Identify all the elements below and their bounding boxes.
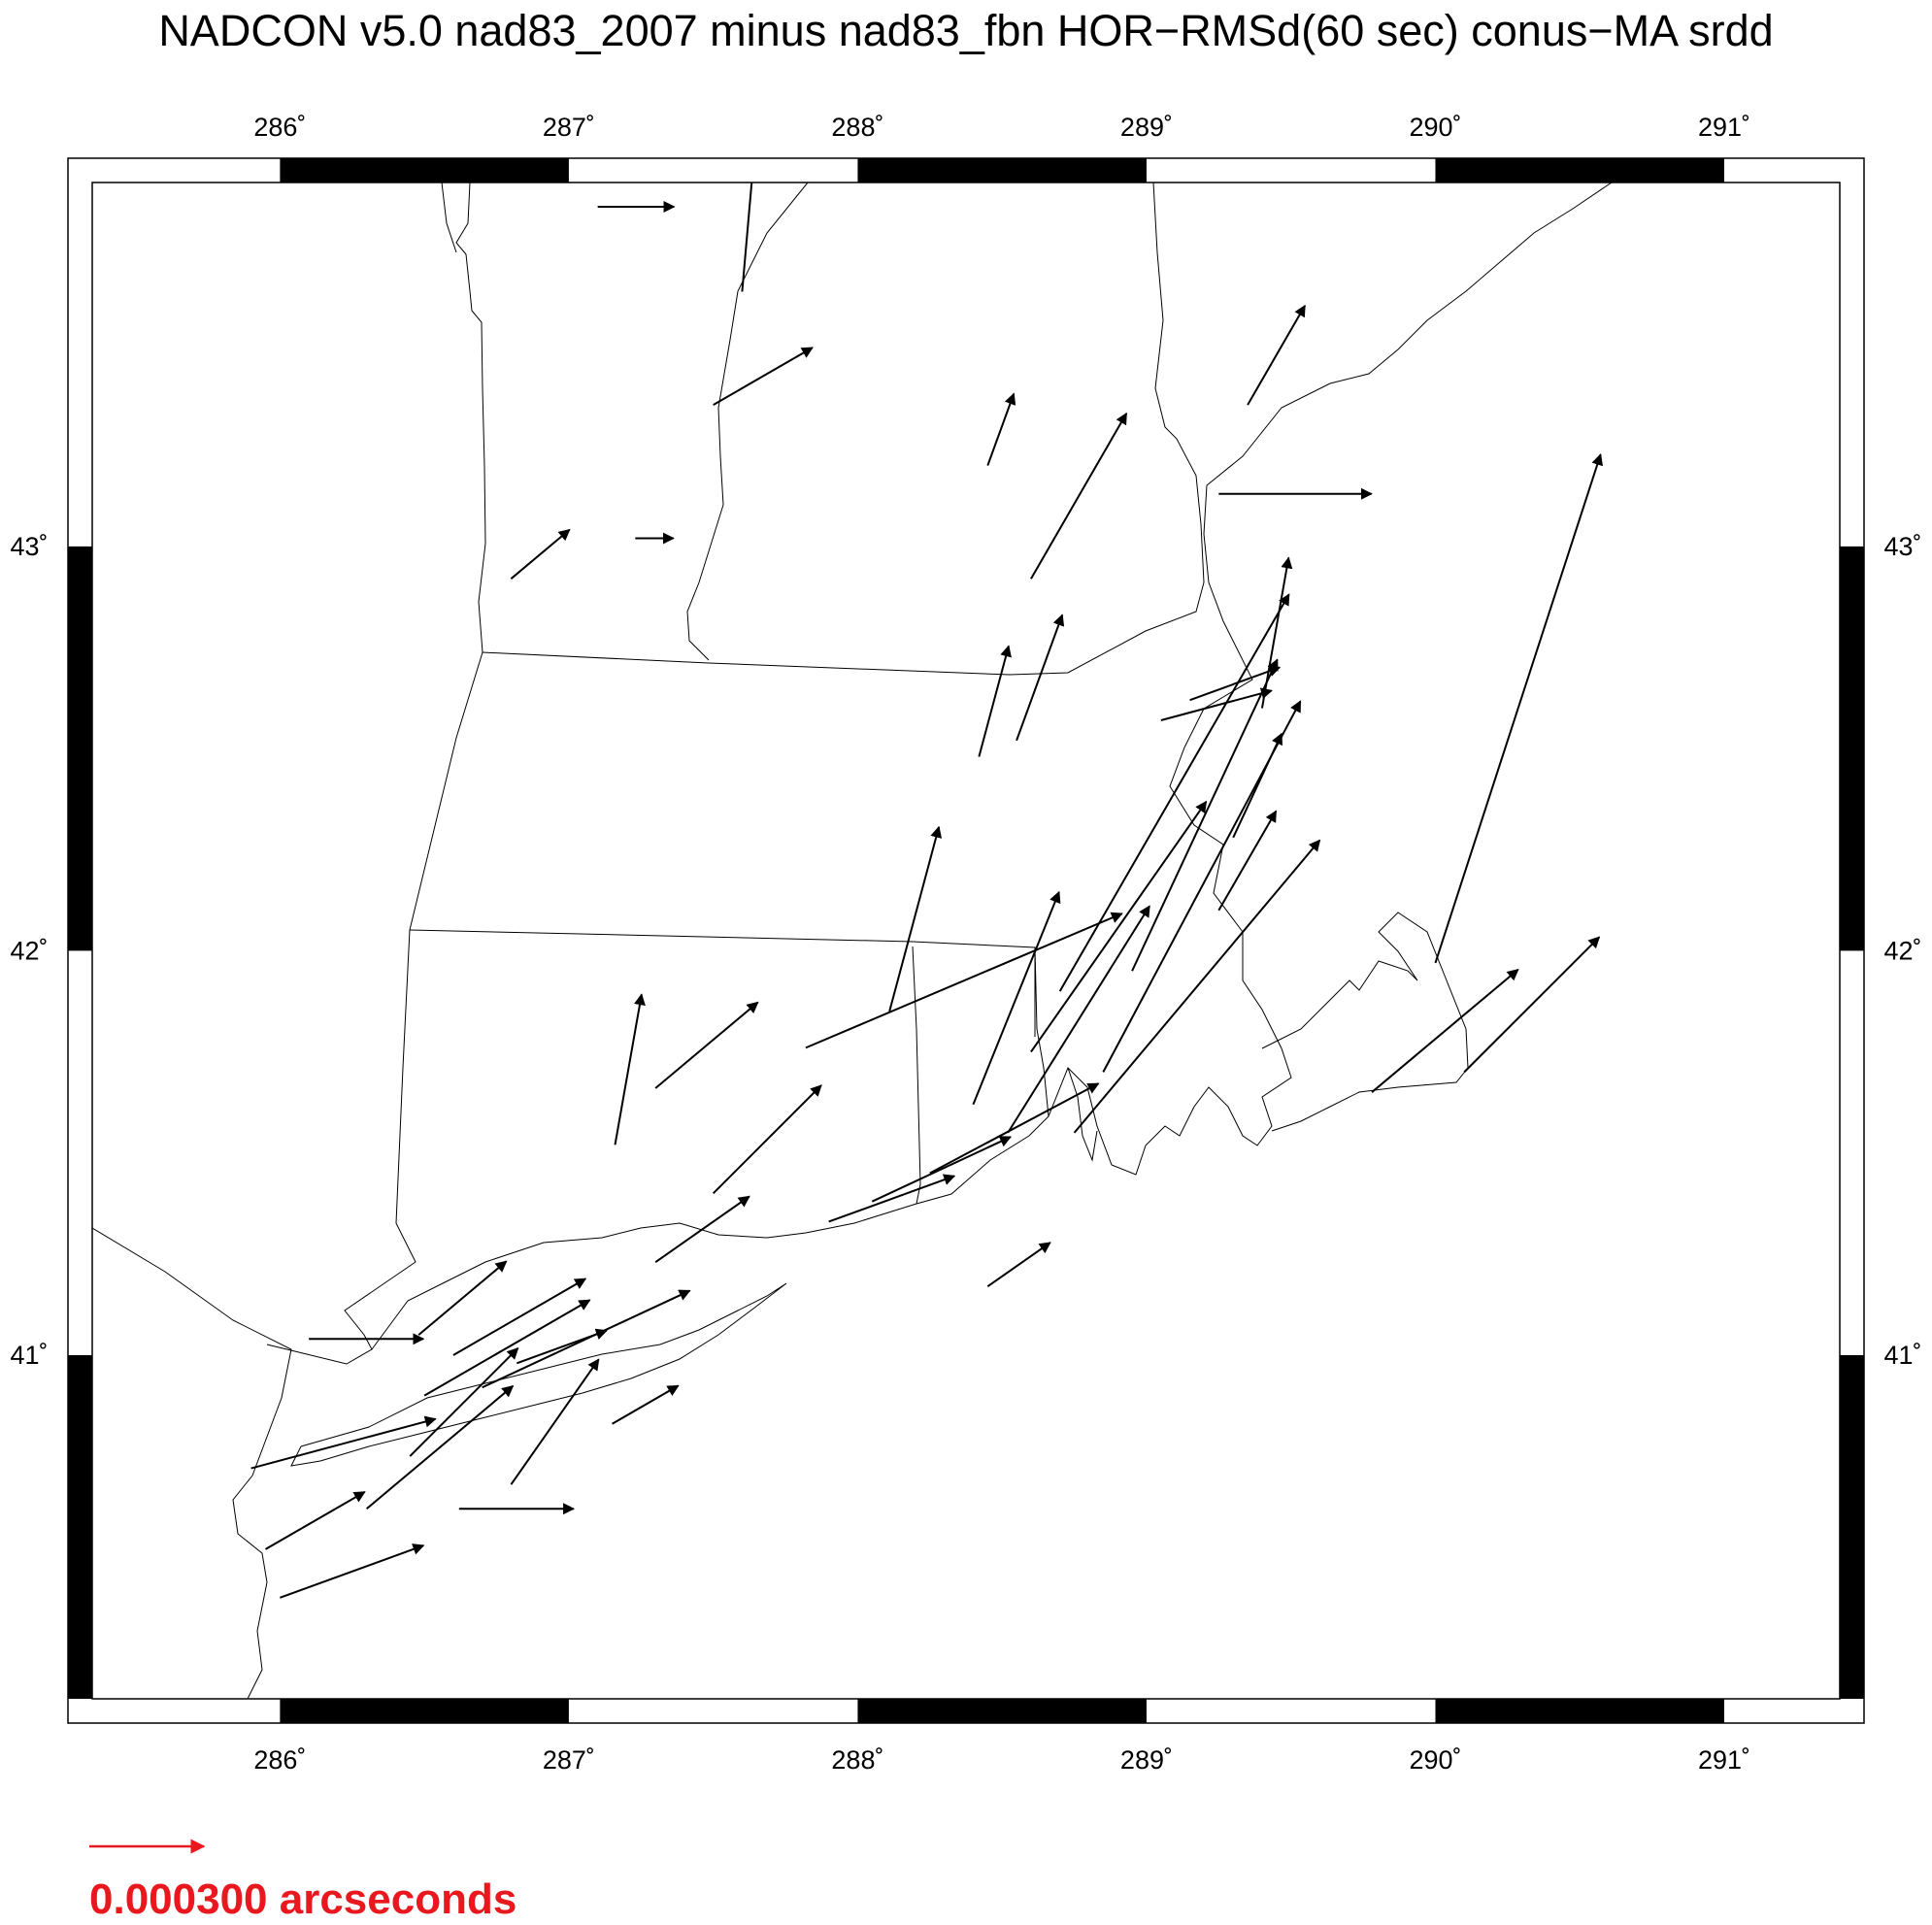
station-vector [280, 1545, 423, 1598]
station-vector [1031, 414, 1126, 579]
station-vector [979, 646, 1009, 756]
station-vector [616, 994, 642, 1145]
lat-tick-label-right-2: 43˚ [1883, 531, 1922, 561]
border-ny-nj [92, 1228, 291, 1476]
scale-label: 0.000300 arcseconds [89, 1875, 517, 1923]
station-vector [410, 1348, 517, 1456]
lon-tick-label-top-5: 291˚ [1697, 113, 1751, 142]
station-vector [742, 102, 758, 292]
lon-tick-label-top-0: 286˚ [253, 113, 307, 142]
station-vector [418, 1261, 506, 1335]
station-vector [1372, 970, 1518, 1092]
station-vector [1075, 841, 1320, 1133]
border-vt-ma-nh-ma [483, 582, 1204, 675]
station-vector [714, 348, 813, 405]
border-ny-ma [410, 652, 483, 930]
frame-bar-top-0 [280, 158, 569, 183]
station-vector [1233, 734, 1282, 838]
map-title: NADCON v5.0 nad83_2007 minus nad83_fbn HOR−RMSd(60 sec) conus−MA srdd [158, 6, 1774, 55]
lon-tick-label-bottom-0: 286˚ [253, 1745, 307, 1775]
station-vector [987, 394, 1014, 466]
border-ny-ct [267, 930, 416, 1364]
frame-bar-top-1 [857, 158, 1147, 183]
station-vector [251, 1419, 436, 1469]
coast-cape-cod [1262, 913, 1468, 1131]
lat-tick-label-left-2: 43˚ [10, 531, 49, 561]
coast-new-england [372, 183, 1612, 1349]
lon-tick-label-bottom-2: 288˚ [831, 1745, 884, 1775]
station-vectors [251, 102, 1601, 1598]
lon-tick-label-bottom-5: 291˚ [1697, 1745, 1751, 1775]
station-vector [1132, 659, 1278, 971]
hudson-river [442, 183, 456, 252]
map-frame-inner [92, 183, 1840, 1699]
frame-bar-left-1 [68, 1355, 92, 1699]
lon-tick-label-bottom-1: 287˚ [542, 1745, 595, 1775]
station-vector [511, 530, 569, 580]
station-vector [930, 1083, 1099, 1173]
lon-tick-label-top-2: 288˚ [831, 113, 884, 142]
station-vector [655, 1196, 749, 1262]
station-vector [1008, 906, 1149, 1132]
frame-bar-bottom-2 [1435, 1699, 1724, 1723]
station-vector [872, 1137, 1011, 1201]
station-vector [1218, 812, 1276, 911]
coast-nj [233, 1476, 267, 1699]
station-vector [1435, 454, 1600, 963]
coastline-and-borders [92, 183, 1612, 1699]
station-vector [655, 1003, 757, 1088]
station-vector [714, 1085, 821, 1193]
lon-tick-label-top-1: 287˚ [542, 113, 595, 142]
border-vt-nh [687, 183, 808, 660]
station-vector [987, 1243, 1049, 1286]
lon-tick-label-bottom-4: 290˚ [1409, 1745, 1462, 1775]
station-vector [266, 1492, 365, 1549]
lon-tick-label-top-4: 290˚ [1409, 113, 1462, 142]
station-vector [367, 1386, 514, 1509]
station-vector [613, 1385, 679, 1423]
frame-bar-right-0 [1840, 547, 1864, 951]
coast-narragansett [1068, 1068, 1097, 1160]
lat-tick-label-left-1: 42˚ [10, 936, 49, 966]
lon-tick-label-bottom-3: 289˚ [1119, 1745, 1173, 1775]
axis-tick-labels [10, 113, 1921, 1775]
station-vector [1464, 937, 1599, 1072]
frame-bar-bottom-0 [280, 1699, 569, 1723]
lat-tick-label-left-0: 41˚ [10, 1340, 49, 1370]
border-ny-vt [456, 183, 485, 652]
frame-bar-left-0 [68, 547, 92, 951]
lat-tick-label-right-1: 42˚ [1883, 936, 1922, 966]
station-vector [1016, 614, 1062, 740]
station-vector [511, 1359, 598, 1484]
border-ct-ri [913, 946, 920, 1204]
frame-bar-bottom-1 [857, 1699, 1147, 1723]
lon-tick-label-top-3: 289˚ [1119, 113, 1173, 142]
frame-bar-right-1 [1840, 1355, 1864, 1699]
lat-tick-label-right-0: 41˚ [1883, 1340, 1922, 1370]
border-nh-me [1153, 183, 1204, 582]
border-ma-ct-ri [410, 930, 1035, 1037]
border-ri-ma [1035, 947, 1049, 1116]
station-vector [1248, 306, 1305, 405]
frame-bar-top-2 [1435, 158, 1724, 183]
